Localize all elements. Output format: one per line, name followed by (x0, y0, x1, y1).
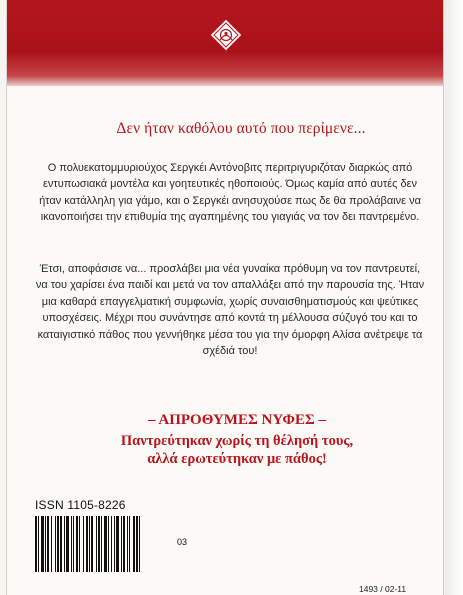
synopsis-paragraph-1: Ο πολυεκατομμυριούχος Σεργκέι Αντόνοβιτς περιτριγυριζόταν διαρκώς από εντυπωσιακά μοντέλα και γοητευτικές ηθοποιούς. Όμως καμία από αυτές δεν ήταν κατάλληλη για γάμο, και ο Σεργκέι ανησυχούσε πως δε θα προλάβαινε να ικανοποιήσει την επιθυμία της αγαπημένης του γιαγιάς να τον δει παντρεμένο. (39, 162, 421, 224)
book-back-cover (6, 0, 444, 595)
barcode-bar (64, 516, 65, 572)
barcode-bar (51, 516, 52, 572)
issn-label: ISSN 1105-8226 (35, 498, 126, 512)
barcode-bar (35, 516, 37, 572)
barcode-bar (123, 516, 125, 572)
slogan-line-2: αλλά ερωτεύτηκαν με πάθος! (147, 451, 327, 467)
barcode-bar (91, 516, 93, 572)
barcode-bar (101, 516, 102, 572)
page-edge (445, 0, 463, 595)
publisher-emblem-icon (209, 18, 243, 52)
barcode-bar (96, 516, 97, 572)
barcode-bar (83, 516, 84, 572)
barcode-bar (73, 516, 74, 572)
barcode-bar (57, 516, 59, 572)
barcode-bar (98, 516, 100, 572)
tagline: Δεν ήταν καθόλου αυτό που περίμενε... (116, 120, 366, 137)
synopsis-paragraph-2: Έτσι, αποφάσισε να... προσλάβει μια νέα γυναίκα πρόθυμη να τον παντρευτεί, να του χαρίσει ένα παιδί και μετά να τον απαλλάξει από την παρουσία της. Ήταν μια καθαρά επαγγελματική συμφωνία, χωρίς συναισθηματισμούς και ψεύτικες υποσχέσεις. Μέχρι που συνάντησε από κοντά τη μέλλουσα σύζυγό του και το καταιγιστικό πάθος που γεννήθηκε μέσα του για την όμορφη Αλίσα ανέτρεψε τα σχέδιά του! (35, 263, 425, 358)
barcode-bar (38, 516, 39, 572)
series-slogan (67, 432, 407, 468)
barcode-bar (60, 516, 62, 572)
barcode-bar (139, 516, 140, 572)
barcode-bar (111, 516, 112, 572)
barcode-bar (116, 516, 119, 572)
barcode-bar (76, 516, 78, 572)
barcode-bar (45, 516, 46, 572)
barcode-bar (108, 516, 109, 572)
barcode-bar (41, 516, 44, 572)
barcode-suffix: 03 (177, 537, 188, 547)
barcode-bar (127, 516, 128, 572)
barcode-bar (79, 516, 80, 572)
barcode-bar (71, 516, 72, 572)
barcode-bar (66, 516, 69, 572)
series-title: – ΑΠΡΟΘΥΜΕΣ ΝΥΦΕΣ – (147, 412, 327, 428)
barcode-bar (47, 516, 49, 572)
barcode-bar (114, 516, 115, 572)
barcode-bar (86, 516, 88, 572)
barcode-bar (129, 516, 130, 572)
barcode-bar (89, 516, 90, 572)
barcode-bar (133, 516, 135, 572)
barcode-bar (121, 516, 122, 572)
barcode-bar (136, 516, 138, 572)
slogan-line-1: Παντρεύτηκαν χωρίς τη θέλησή τους, (120, 433, 354, 449)
barcode-bar (104, 516, 107, 572)
barcode-bar (55, 516, 56, 572)
issue-code: 1493 / 02-11 (359, 584, 407, 594)
